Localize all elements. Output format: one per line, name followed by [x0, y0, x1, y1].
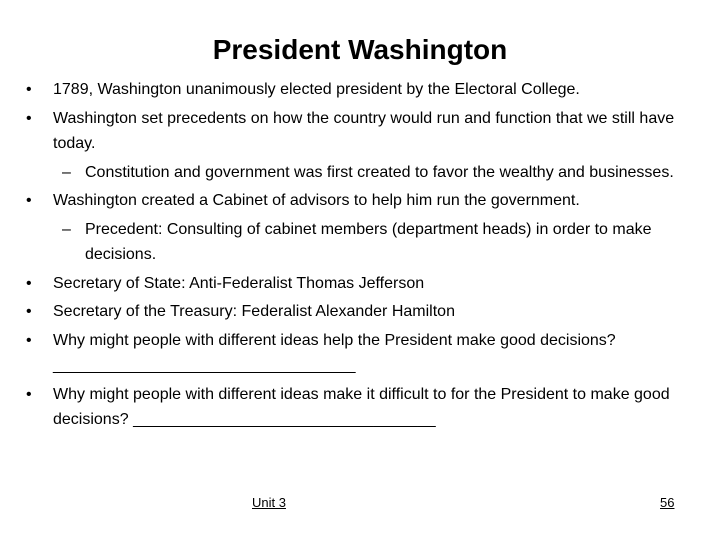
bullet-item: [26, 106, 696, 157]
bullet-text: 1789, Washington unanimously elected president by the Electoral College.: [53, 81, 580, 98]
bullet-list: [26, 77, 696, 436]
bullet-item: [26, 299, 696, 325]
sub-bullet-item: [26, 160, 696, 186]
bullet-item: [26, 382, 696, 433]
dash-icon: –: [62, 163, 71, 181]
bullet-icon: •: [26, 303, 32, 320]
slide-title: President Washington: [212, 34, 508, 65]
sub-bullet-text: Precedent: Consulting of cabinet members (department heads) in order to make decisions.: [85, 220, 652, 263]
footer-page-number: 56: [660, 495, 675, 510]
bullet-text: Washington set precedents on how the country would run and function that we still have today.: [53, 109, 675, 152]
bullet-item: [26, 271, 696, 297]
bullet-icon: •: [26, 331, 32, 349]
bullet-icon: •: [26, 81, 32, 98]
bullet-text: Secretary of State: Anti-Federalist Thomas Jefferson: [53, 274, 425, 292]
sub-bullet-item: [26, 217, 696, 268]
bullet-item: [26, 77, 696, 103]
bullet-text: Secretary of the Treasury: Federalist Alexander Hamilton: [53, 303, 455, 320]
bullet-icon: •: [26, 274, 32, 292]
bullet-item: [26, 328, 696, 379]
footer-unit-label: Unit 3: [252, 495, 286, 510]
answer-blank: __________________________________: [53, 357, 356, 374]
dash-icon: –: [62, 220, 71, 238]
question-text: Why might people with different ideas make it difficult to for the President to make good decisions?: [53, 385, 670, 428]
answer-blank: __________________________________: [133, 411, 436, 428]
sub-bullet-text: Constitution and government was first created to favor the wealthy and businesses.: [85, 163, 674, 181]
bullet-text: Washington created a Cabinet of advisors to help him run the government.: [53, 192, 580, 209]
question-text: Why might people with different ideas help the President make good decisions?: [53, 331, 616, 349]
bullet-icon: •: [26, 385, 32, 403]
bullet-item: [26, 188, 696, 214]
bullet-icon: •: [26, 109, 32, 127]
bullet-icon: •: [26, 192, 32, 209]
